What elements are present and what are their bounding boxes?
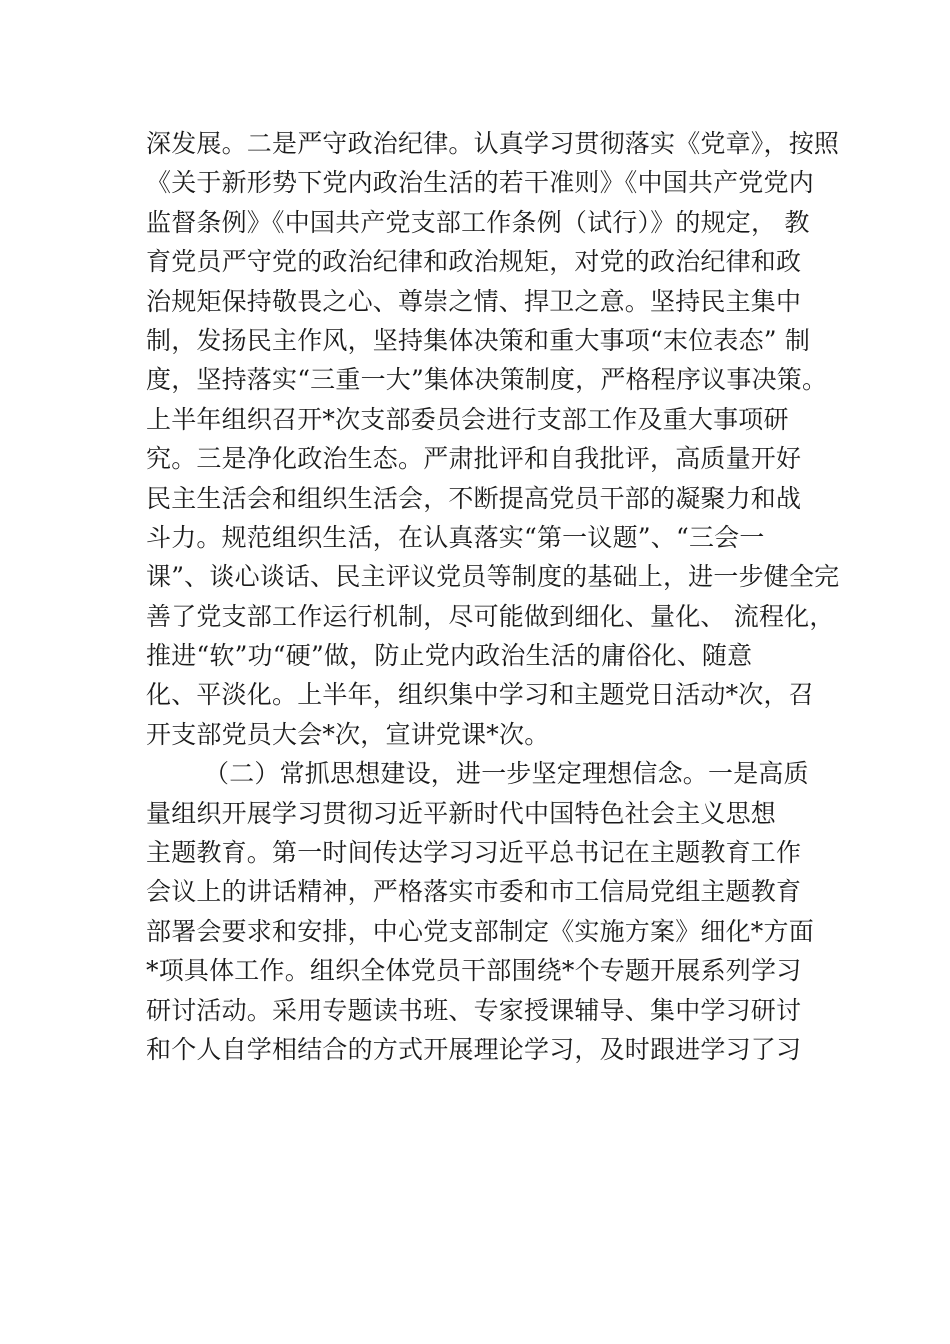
text-line: 量组织开展学习贯彻习近平新时代中国特色社会主义思想 xyxy=(146,798,777,828)
text-line: 《关于新形势下党内政治生活的若干准则》《中国共产党党内 xyxy=(146,168,814,198)
text-line: 深发展。二是严守政治纪律。认真学习贯彻落实《党章》，按照 xyxy=(146,129,840,158)
text-line: 善了党支部工作运行机制，尽可能做到细化、量化、 流程化， xyxy=(146,601,835,631)
text-line: 究。三是净化政治生态。严肃批评和自我批评，高质量开好 xyxy=(146,444,802,474)
text-line: 上半年组织召开*次支部委员会进行支部工作及重大事项研 xyxy=(146,404,789,434)
text-line: 化、平淡化。上半年，组织集中学习和主题党日活动*次，召 xyxy=(146,680,814,710)
text-line: 课”、谈心谈话、民主评议党员等制度的基础上，进一步健全完 xyxy=(146,562,840,592)
text-line: 育党员严守党的政治纪律和政治规矩，对党的政治纪律和政 xyxy=(146,247,802,277)
text-line: 和个人自学相结合的方式开展理论学习，及时跟进学习了习 xyxy=(146,1034,802,1064)
text-line: 度，坚持落实“三重一大”集体决策制度，严格程序议事决策。 xyxy=(146,365,828,395)
text-line: 主题教育。第一时间传达学习习近平总书记在主题教育工作 xyxy=(146,838,802,868)
body-text xyxy=(146,124,866,1069)
text-line: 开支部党员大会*次，宣讲党课*次。 xyxy=(146,719,550,749)
text-line: 民主生活会和组织生活会，不断提高党员干部的凝聚力和战 xyxy=(146,483,802,513)
text-line: 斗力。规范组织生活，在认真落实“第一议题”、“三会一 xyxy=(146,522,765,552)
text-line: 部署会要求和安排，中心党支部制定《实施方案》细化*方面 xyxy=(146,916,814,946)
text-line: 治规矩保持敬畏之心、尊崇之情、捍卫之意。坚持民主集中 xyxy=(146,286,802,316)
section-heading-line: （二）常抓思想建设，进一步坚定理想信念。一是高质 xyxy=(204,759,809,789)
text-line: 制，发扬民主作风，坚持集体决策和重大事项“末位表态” 制 xyxy=(146,325,811,355)
text-line: *项具体工作。组织全体党员干部围绕*个专题开展系列学习 xyxy=(146,956,802,986)
text-line: 监督条例》《中国共产党支部工作条例（试行）》的规定， 教 xyxy=(146,207,810,237)
text-line: 会议上的讲话精神，严格落实市委和市工信局党组主题教育 xyxy=(146,877,802,907)
text-line: 推进“软”功“硬”做，防止党内政治生活的庸俗化、随意 xyxy=(146,641,753,671)
text-line: 研讨活动。采用专题读书班、专家授课辅导、集中学习研讨 xyxy=(146,995,802,1025)
